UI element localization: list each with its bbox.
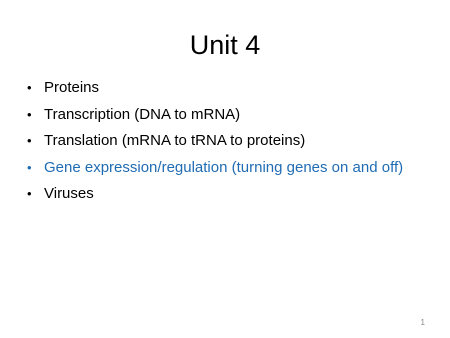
slide-title: Unit 4 bbox=[189, 30, 261, 60]
bullet-text: Proteins bbox=[44, 79, 100, 96]
bullet-point-icon: • bbox=[27, 80, 32, 95]
bullet-text: Viruses bbox=[44, 185, 94, 202]
bullet-point-icon: • bbox=[27, 186, 32, 201]
bullet-point-icon: • bbox=[27, 133, 32, 148]
bullet-point-icon: • bbox=[27, 106, 32, 122]
bullet-text: Translation (mRNA to tRNA to proteins) bbox=[44, 132, 306, 149]
bullet-text: Gene expression/regulation (turning genes on and off) bbox=[44, 158, 404, 176]
bullet-point-icon: • bbox=[27, 159, 32, 175]
bullet-text: Transcription (DNA to mRNA) bbox=[44, 105, 241, 123]
page-number: 1 bbox=[420, 318, 425, 327]
